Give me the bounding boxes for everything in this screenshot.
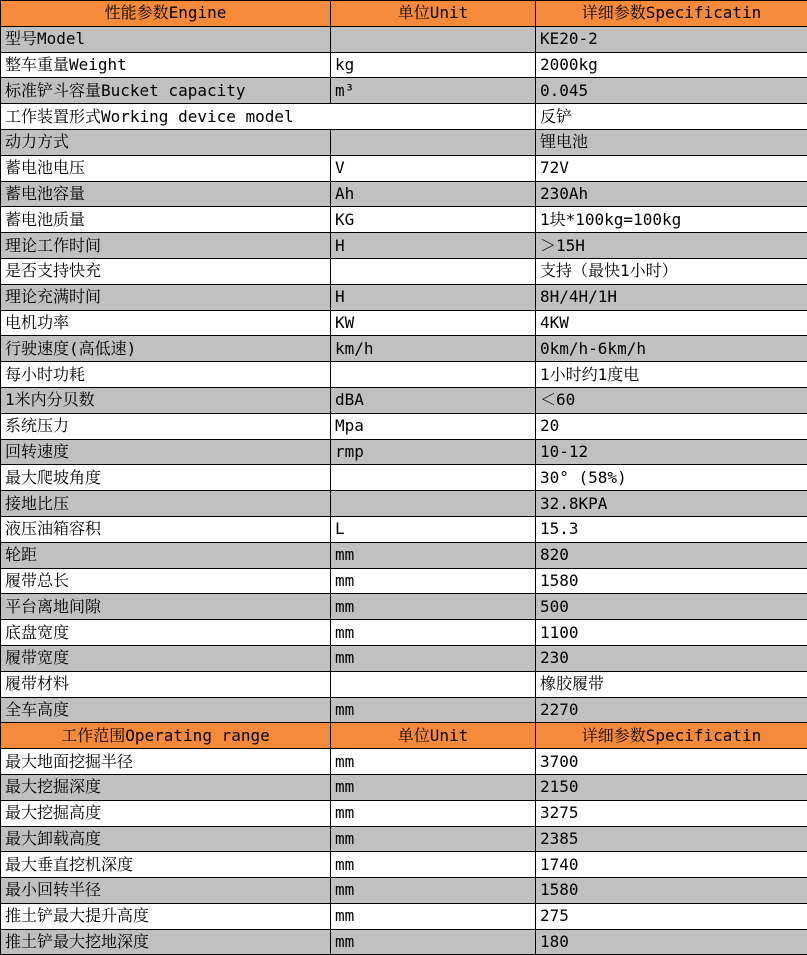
param-cell: 1米内分贝数 — [1, 387, 331, 413]
table-row — [1, 929, 807, 955]
table-row — [1, 155, 807, 181]
spec-cell: 0.045 — [536, 78, 807, 104]
param-cell: 轮距 — [1, 542, 331, 568]
param-cell: 电机功率 — [1, 310, 331, 336]
spec-cell: 橡胶履带 — [536, 671, 807, 697]
header-spec: 详细参数Specificatin — [536, 1, 807, 27]
unit-cell: mm — [331, 852, 536, 878]
spec-cell: 2150 — [536, 774, 807, 800]
unit-cell: mm — [331, 542, 536, 568]
spec-cell: 15.3 — [536, 516, 807, 542]
param-cell: 回转速度 — [1, 439, 331, 465]
table-row — [1, 800, 807, 826]
table-row — [1, 594, 807, 620]
param-cell: 蓄电池容量 — [1, 181, 331, 207]
spec-cell: 2000kg — [536, 52, 807, 78]
spec-cell: 8H/4H/1H — [536, 284, 807, 310]
unit-cell — [331, 258, 536, 284]
spec-cell: 10-12 — [536, 439, 807, 465]
param-cell: 每小时功耗 — [1, 362, 331, 388]
table-row — [1, 465, 807, 491]
unit-cell — [331, 491, 536, 517]
spec-cell: 支持（最快1小时） — [536, 258, 807, 284]
unit-cell: km/h — [331, 336, 536, 362]
table-row — [1, 104, 807, 130]
section-header-row — [1, 1, 807, 27]
unit-cell: Mpa — [331, 413, 536, 439]
param-cell: 推土铲最大挖地深度 — [1, 929, 331, 955]
param-cell: 平台离地间隙 — [1, 594, 331, 620]
param-cell: 型号Model — [1, 26, 331, 52]
unit-cell: KG — [331, 207, 536, 233]
param-cell: 最小回转半径 — [1, 878, 331, 904]
table-row — [1, 387, 807, 413]
header-spec: 详细参数Specificatin — [536, 723, 807, 749]
table-row — [1, 826, 807, 852]
spec-cell: 1小时约1度电 — [536, 362, 807, 388]
unit-cell: mm — [331, 774, 536, 800]
spec-cell: 275 — [536, 903, 807, 929]
unit-cell — [331, 362, 536, 388]
table-row — [1, 52, 807, 78]
spec-cell: ＞15H — [536, 233, 807, 259]
header-param: 工作范围Operating range — [1, 723, 331, 749]
spec-cell: 1740 — [536, 852, 807, 878]
table-row — [1, 362, 807, 388]
spec-cell: 1580 — [536, 878, 807, 904]
unit-cell: mm — [331, 800, 536, 826]
unit-cell: dBA — [331, 387, 536, 413]
spec-cell: 32.8KPA — [536, 491, 807, 517]
spec-cell: 230 — [536, 645, 807, 671]
table-row — [1, 620, 807, 646]
table-row — [1, 258, 807, 284]
spec-cell: 500 — [536, 594, 807, 620]
spec-cell: 180 — [536, 929, 807, 955]
spec-cell: 230Ah — [536, 181, 807, 207]
param-cell: 蓄电池质量 — [1, 207, 331, 233]
table-row — [1, 310, 807, 336]
param-cell: 底盘宽度 — [1, 620, 331, 646]
param-cell: 最大挖掘深度 — [1, 774, 331, 800]
spec-cell: 2385 — [536, 826, 807, 852]
table-row — [1, 516, 807, 542]
table-row — [1, 233, 807, 259]
unit-cell: mm — [331, 878, 536, 904]
header-unit: 单位Unit — [331, 1, 536, 27]
spec-cell: KE20-2 — [536, 26, 807, 52]
table-row — [1, 284, 807, 310]
param-cell: 最大卸载高度 — [1, 826, 331, 852]
unit-cell: H — [331, 284, 536, 310]
table-row — [1, 645, 807, 671]
unit-cell: mm — [331, 620, 536, 646]
param-cell: 液压油箱容积 — [1, 516, 331, 542]
unit-cell: mm — [331, 749, 536, 775]
table-row — [1, 774, 807, 800]
param-cell: 最大垂直挖机深度 — [1, 852, 331, 878]
param-cell: 最大地面挖掘半径 — [1, 749, 331, 775]
param-cell: 动力方式 — [1, 129, 331, 155]
param-cell: 全车高度 — [1, 697, 331, 723]
table-row — [1, 439, 807, 465]
param-cell: 推土铲最大提升高度 — [1, 903, 331, 929]
spec-cell: 20 — [536, 413, 807, 439]
param-cell: 整车重量Weight — [1, 52, 331, 78]
unit-cell — [331, 26, 536, 52]
table-row — [1, 878, 807, 904]
spec-cell: 4KW — [536, 310, 807, 336]
table-row — [1, 671, 807, 697]
unit-cell: mm — [331, 929, 536, 955]
param-cell: 履带材料 — [1, 671, 331, 697]
spec-cell: 2270 — [536, 697, 807, 723]
table-row — [1, 78, 807, 104]
table-row — [1, 207, 807, 233]
param-cell: 履带宽度 — [1, 645, 331, 671]
header-unit: 单位Unit — [331, 723, 536, 749]
spec-cell: 反铲 — [536, 104, 807, 130]
param-cell: 最大爬坡角度 — [1, 465, 331, 491]
param-cell: 工作装置形式Working device model — [1, 104, 536, 130]
unit-cell: V — [331, 155, 536, 181]
unit-cell: rmp — [331, 439, 536, 465]
table-row — [1, 26, 807, 52]
spec-cell: 1580 — [536, 568, 807, 594]
unit-cell — [331, 129, 536, 155]
param-cell: 理论充满时间 — [1, 284, 331, 310]
section-header-row — [1, 723, 807, 749]
table-row — [1, 749, 807, 775]
param-cell: 履带总长 — [1, 568, 331, 594]
table-row — [1, 129, 807, 155]
spec-cell: 30° (58%) — [536, 465, 807, 491]
table-row — [1, 697, 807, 723]
unit-cell: mm — [331, 826, 536, 852]
unit-cell: m³ — [331, 78, 536, 104]
unit-cell: mm — [331, 594, 536, 620]
param-cell: 最大挖掘高度 — [1, 800, 331, 826]
unit-cell: mm — [331, 903, 536, 929]
unit-cell: mm — [331, 697, 536, 723]
table-row — [1, 491, 807, 517]
table-row — [1, 903, 807, 929]
spec-cell: 1100 — [536, 620, 807, 646]
param-cell: 接地比压 — [1, 491, 331, 517]
spec-cell: 3700 — [536, 749, 807, 775]
unit-cell: mm — [331, 568, 536, 594]
header-param: 性能参数Engine — [1, 1, 331, 27]
table-row — [1, 568, 807, 594]
param-cell: 理论工作时间 — [1, 233, 331, 259]
table-row — [1, 413, 807, 439]
spec-cell: 0km/h-6km/h — [536, 336, 807, 362]
param-cell: 行驶速度(高低速) — [1, 336, 331, 362]
spec-cell: 3275 — [536, 800, 807, 826]
param-cell: 系统压力 — [1, 413, 331, 439]
unit-cell: Ah — [331, 181, 536, 207]
spec-cell: 锂电池 — [536, 129, 807, 155]
table-row — [1, 181, 807, 207]
spec-cell: 820 — [536, 542, 807, 568]
spec-cell: ＜60 — [536, 387, 807, 413]
table-row — [1, 336, 807, 362]
param-cell: 标准铲斗容量Bucket capacity — [1, 78, 331, 104]
table-row — [1, 542, 807, 568]
unit-cell: KW — [331, 310, 536, 336]
unit-cell: H — [331, 233, 536, 259]
unit-cell — [331, 671, 536, 697]
unit-cell: kg — [331, 52, 536, 78]
spec-cell: 72V — [536, 155, 807, 181]
unit-cell — [331, 465, 536, 491]
param-cell: 蓄电池电压 — [1, 155, 331, 181]
unit-cell: L — [331, 516, 536, 542]
param-cell: 是否支持快充 — [1, 258, 331, 284]
unit-cell: mm — [331, 645, 536, 671]
spec-cell: 1块*100kg=100kg — [536, 207, 807, 233]
table-row — [1, 852, 807, 878]
